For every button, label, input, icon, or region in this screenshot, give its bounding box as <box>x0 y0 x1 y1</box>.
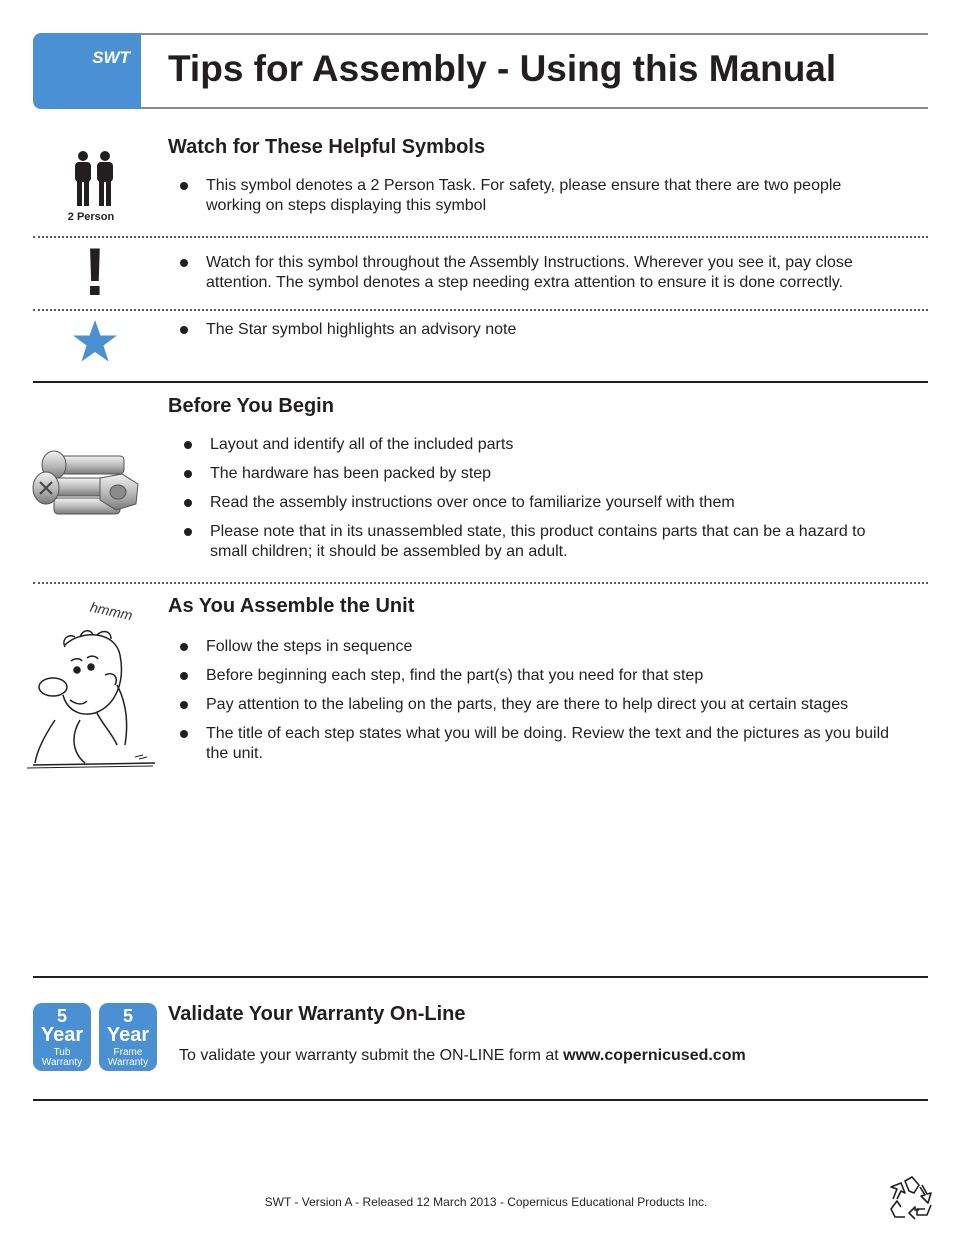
hardware-bolts-icon <box>30 448 144 522</box>
header-bottom-rule <box>141 107 928 109</box>
warranty-label: Warranty <box>107 1057 149 1068</box>
attention-list <box>180 253 910 292</box>
dotted-separator <box>33 309 928 311</box>
dotted-separator <box>33 582 928 584</box>
two-person-list <box>180 176 900 215</box>
list-item: The Star symbol highlights an advisory note <box>180 320 900 340</box>
list-item: Before beginning each step, find the part(s) that you need for that step <box>180 666 910 686</box>
list-item: This symbol denotes a 2 Person Task. For safety, please ensure that there are two people working on steps displaying this symbol <box>180 176 900 215</box>
warranty-unit: Year <box>40 1024 84 1046</box>
before-list <box>184 435 904 561</box>
thinking-text: hmmm <box>88 598 134 624</box>
recycle-icon <box>887 1175 937 1223</box>
warranty-type: Tub <box>53 1047 71 1058</box>
warranty-years: 5 <box>56 1006 67 1026</box>
list-item: Please note that in its unassembled state, this product contains parts that can be a hazard to small children; it should be assembled by an adult. <box>184 522 904 561</box>
thinking-person-illustration <box>25 625 160 770</box>
list-item: Watch for this symbol throughout the Assembly Instructions. Wherever you see it, pay close attention. The symbol denotes a step needing extra attention to ensure it is done correctly. <box>180 253 910 292</box>
header-top-rule <box>141 33 928 35</box>
section-divider <box>33 976 928 978</box>
warranty-instructions: To validate your warranty submit the ON-LINE form at <box>179 1047 564 1064</box>
footer-text: SWT - Version A - Released 12 March 2013 - Copernicus Educational Products Inc. <box>264 1195 708 1209</box>
assemble-list <box>180 637 910 763</box>
section-divider <box>33 1099 928 1101</box>
section-divider <box>33 381 928 383</box>
list-item: Pay attention to the labeling on the parts, they are there to help direct you at certain stages <box>180 695 910 715</box>
list-item: Follow the steps in sequence <box>180 637 910 657</box>
assemble-heading: As You Assemble the Unit <box>168 595 415 617</box>
warranty-url-link[interactable]: www.copernicused.com <box>563 1047 746 1064</box>
warranty-unit: Year <box>106 1024 150 1046</box>
dotted-separator <box>33 236 928 238</box>
header-badge <box>33 33 141 109</box>
header-badge-text: SWT <box>92 48 130 67</box>
warranty-years: 5 <box>122 1006 133 1026</box>
page-title: Tips for Assembly - Using this Manual <box>168 48 837 89</box>
star-icon <box>72 319 118 363</box>
list-item: Layout and identify all of the included parts <box>184 435 904 455</box>
two-person-icon <box>72 150 116 208</box>
warranty-heading: Validate Your Warranty On-Line <box>168 1003 466 1025</box>
symbols-heading: Watch for These Helpful Symbols <box>168 136 486 158</box>
frame-warranty-badge <box>99 1003 157 1071</box>
list-item: The title of each step states what you will be doing. Review the text and the pictures as you build the unit. <box>180 724 910 763</box>
before-heading: Before You Begin <box>168 395 334 417</box>
two-person-label: 2 Person <box>67 211 115 223</box>
list-item: Read the assembly instructions over once to familiarize yourself with them <box>184 493 904 513</box>
star-list <box>180 320 900 340</box>
tub-warranty-badge <box>33 1003 91 1071</box>
warranty-type: Frame <box>113 1047 143 1058</box>
warranty-text <box>179 1047 746 1065</box>
warranty-label: Warranty <box>41 1057 83 1068</box>
list-item: The hardware has been packed by step <box>184 464 904 484</box>
attention-icon: ! <box>83 234 107 310</box>
